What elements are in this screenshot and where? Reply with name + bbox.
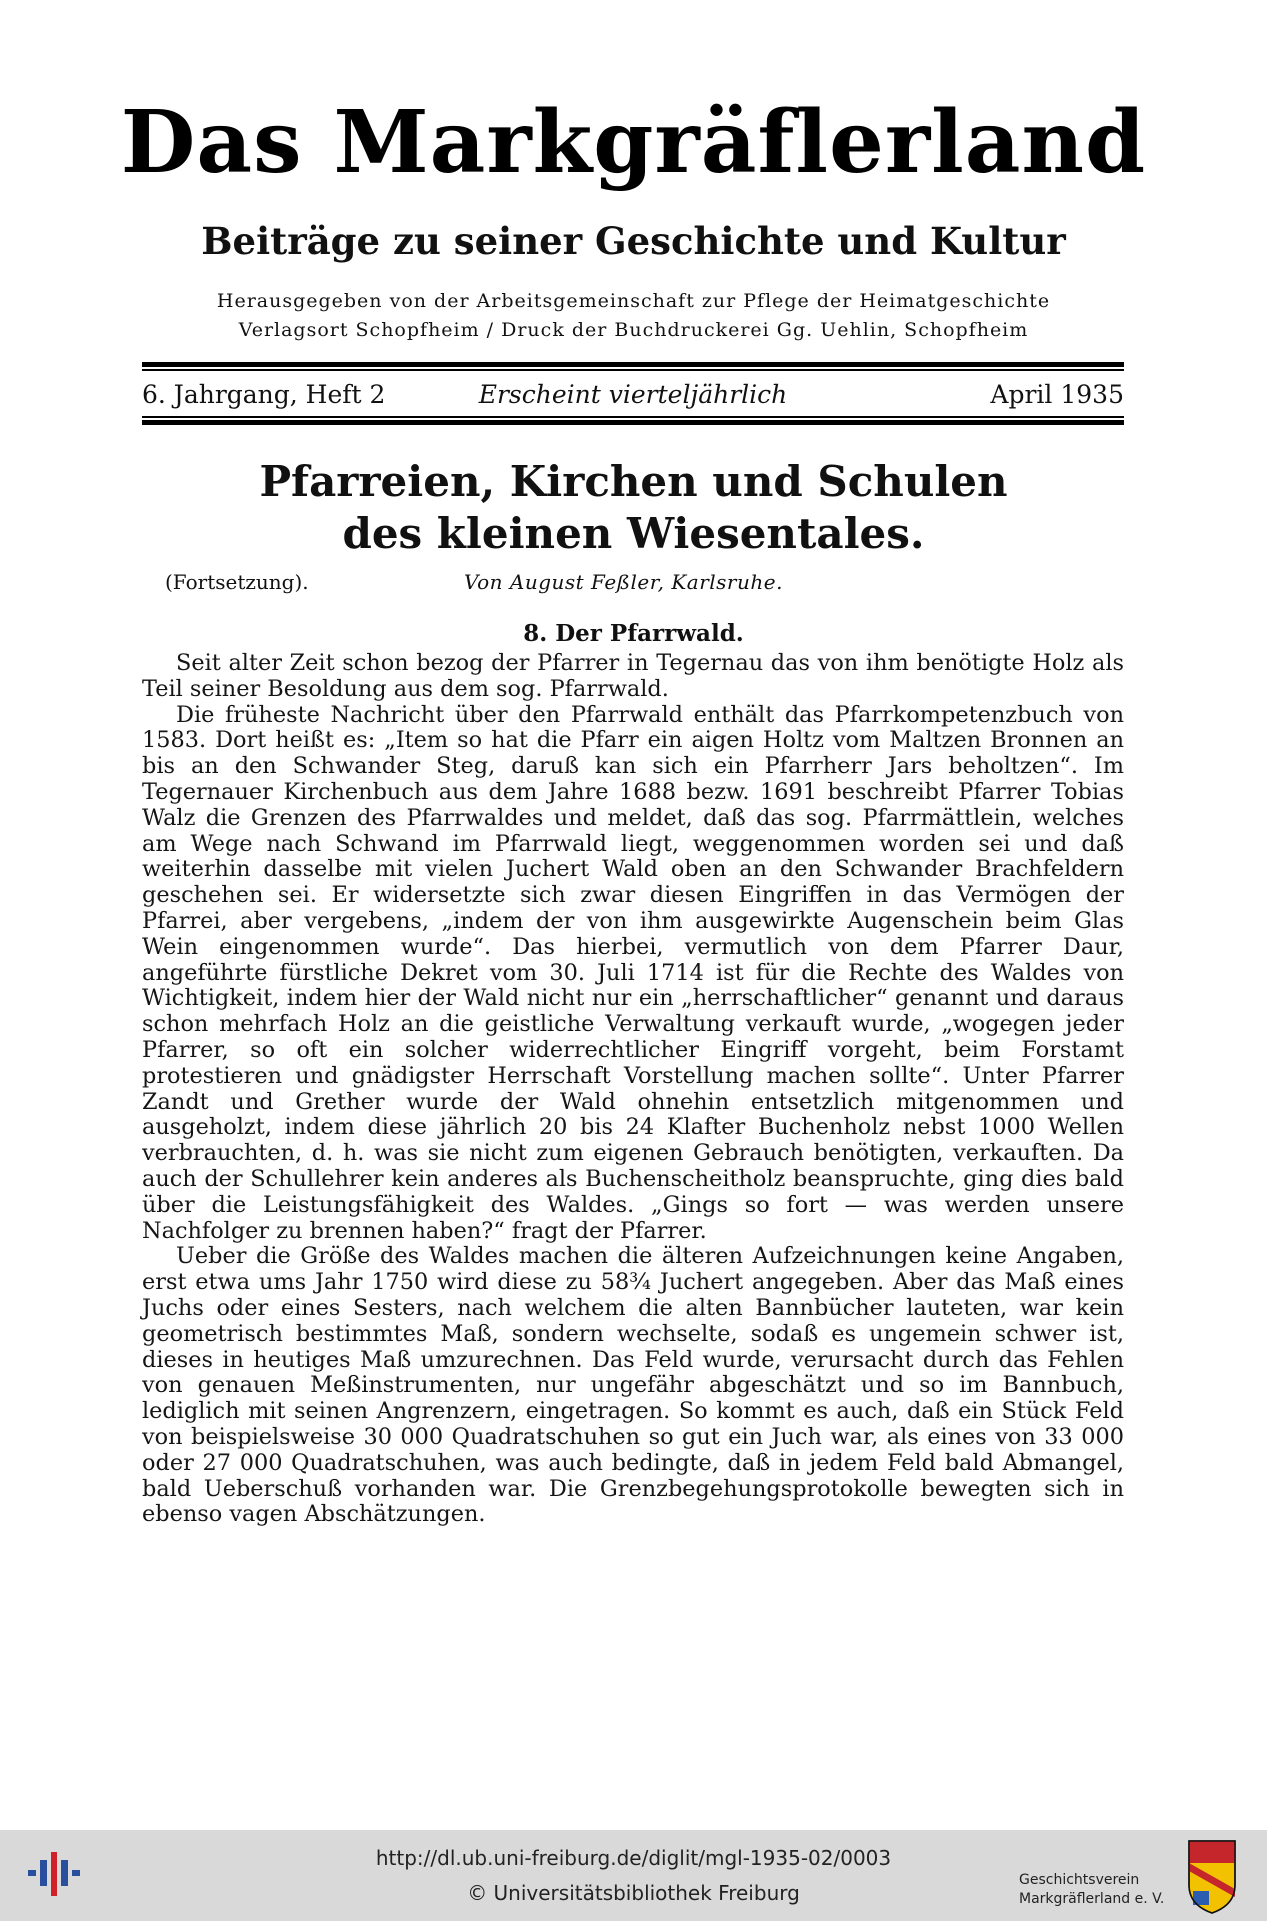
- society-name-line-1: Geschichtsverein: [1019, 1872, 1140, 1888]
- coat-of-arms-icon: [1187, 1839, 1237, 1915]
- issue-date: April 1935: [990, 380, 1124, 409]
- bottom-rule-thin: [142, 416, 1124, 418]
- bottom-rule-thick: [142, 420, 1124, 425]
- footer-bar: [0, 1830, 1267, 1921]
- permalink-url[interactable]: http://dl.ub.uni-freiburg.de/diglit/mgl-1935-02/0003: [375, 1846, 892, 1870]
- paragraph: Die früheste Nachricht über den Pfarrwald enthält das Pfarrkompetenzbuch von 1583. Dort heißt es: „Item so hat die Pfarr ein aigen Holtz vom Maltzen Bronnen an bis an den Schwander Steg, daruß kan sich ein Pfarrherr Jars beholtzen“. Im Tegernauer Kirchenbuch aus dem Jahre 1688 bezw. 1691 beschreibt Pfarrer Tobias Walz die Grenzen des Pfarrwaldes und meldet, daß das sog. Pfarrmättlein, welches am Wege nach Schwand im Pfarrwald liegt, weggenommen worden sei und daß weiterhin dasselbe mit vielen Juchert Wald oben an den Schwander Brachfeldern geschehen sei. Er widersetzte sich zwar diesen Eingriffen in das Vermögen der Pfarrei, aber vergebens, „indem der von ihm ausgewirkte Augenschein beim Glas Wein eingenommen wurde“. Das hierbei, vermutlich von dem Pfarrer Daur, angeführte fürstliche Dekret vom 30. Juli 1714 ist für die Rechte des Waldes von Wichtigkeit, indem hier der Wald nicht nur ein „herrschaftlicher“ genannt und daraus schon mehrfach Holz an die geistliche Verwaltung verkauft wurde, „wogegen jeder Pfarrer, so oft ein solcher widerrechtlicher Eingriff vorgeht, beim Forstamt protestieren und gnädigster Herrschaft Vorstellung machen sollte“. Unter Pfarrer Zandt und Grether wurde der Wald ohnehin entsetzlich mitgenommen und ausgeholzt, indem diese jährlich 20 bis 24 Klafter Buchenholz nebst 1000 Wellen verbrauchten, d. h. was sie nicht zum eigenen Gebrauch benötigten, verkauften. Da auch der Schullehrer kein anderes als Buchenscheitholz beanspruchte, ging dies bald über die Leistungsfähigkeit des Waldes. „Gings so fort — was werden unsere Nachfolger zu brennen haben?“ fragt der Pfarrer.: [142, 701, 1124, 1244]
- section-heading: 8. Der Pfarrwald.: [523, 620, 744, 647]
- issue-info-row: [142, 380, 1124, 410]
- paragraph: Seit alter Zeit schon bezog der Pfarrer in Tegernau das von ihm benötigte Holz als Teil seiner Besoldung aus dem sog. Pfarrwald.: [142, 650, 1124, 702]
- society-name-line-2: Markgräflerland e. V.: [1019, 1891, 1165, 1907]
- society-name: [1019, 1871, 1189, 1909]
- author-byline: Von August Feßler, Karlsruhe.: [464, 570, 783, 594]
- publisher-line: Herausgegeben von der Arbeitsgemeinschaft zur Pflege der Heimatgeschichte: [216, 290, 1051, 312]
- article-body: [142, 651, 1124, 1528]
- journal-subtitle: Beiträge zu seiner Geschichte und Kultur: [201, 219, 1066, 263]
- top-rule-thick: [142, 362, 1124, 367]
- top-rule-thin: [142, 369, 1124, 371]
- journal-title: Das Markgräflerland: [120, 92, 1147, 193]
- article-title-line-2: des kleinen Wiesentales.: [342, 509, 925, 558]
- issue-frequency: Erscheint vierteljährlich: [478, 380, 788, 409]
- copyright-text: © Universitätsbibliothek Freiburg: [467, 1881, 800, 1905]
- continuation-note: (Fortsetzung).: [165, 570, 309, 594]
- issue-volume: 6. Jahrgang, Heft 2: [142, 380, 386, 409]
- place-line: Verlagsort Schopfheim / Druck der Buchdruckerei Gg. Uehlin, Schopfheim: [238, 319, 1029, 341]
- paragraph: Ueber die Größe des Waldes machen die älteren Aufzeichnungen keine Angaben, erst etwa ums Jahr 1750 wird diese zu 58¾ Juchert angegeben. Aber das Maß eines Juchs oder eines Sesters, nach welchem die alten Bannbücher lauteten, war kein geometrisch bestimmtes Maß, sondern wechselte, sodaß es ungemein schwer ist, dieses in heutiges Maß umzurechnen. Das Feld wurde, verursacht durch das Fehlen von genauen Meßinstrumenten, nur ungefähr abgeschätzt und so im Bannbuch, lediglich mit seinen Angrenzern, eingetragen. So kommt es auch, daß ein Stück Feld von beispielsweise 30 000 Quadratschuhen so gut ein Juch war, als eines von 33 000 oder 27 000 Quadratschuhen, was auch bedingte, daß in jedem Feld bald Abmangel, bald Ueberschuß vorhanden war. Die Grenzbegehungsprotokolle bewegten sich in ebenso vagen Abschätzungen.: [142, 1243, 1124, 1528]
- article-title-line-1: Pfarreien, Kirchen und Schulen: [259, 457, 1008, 506]
